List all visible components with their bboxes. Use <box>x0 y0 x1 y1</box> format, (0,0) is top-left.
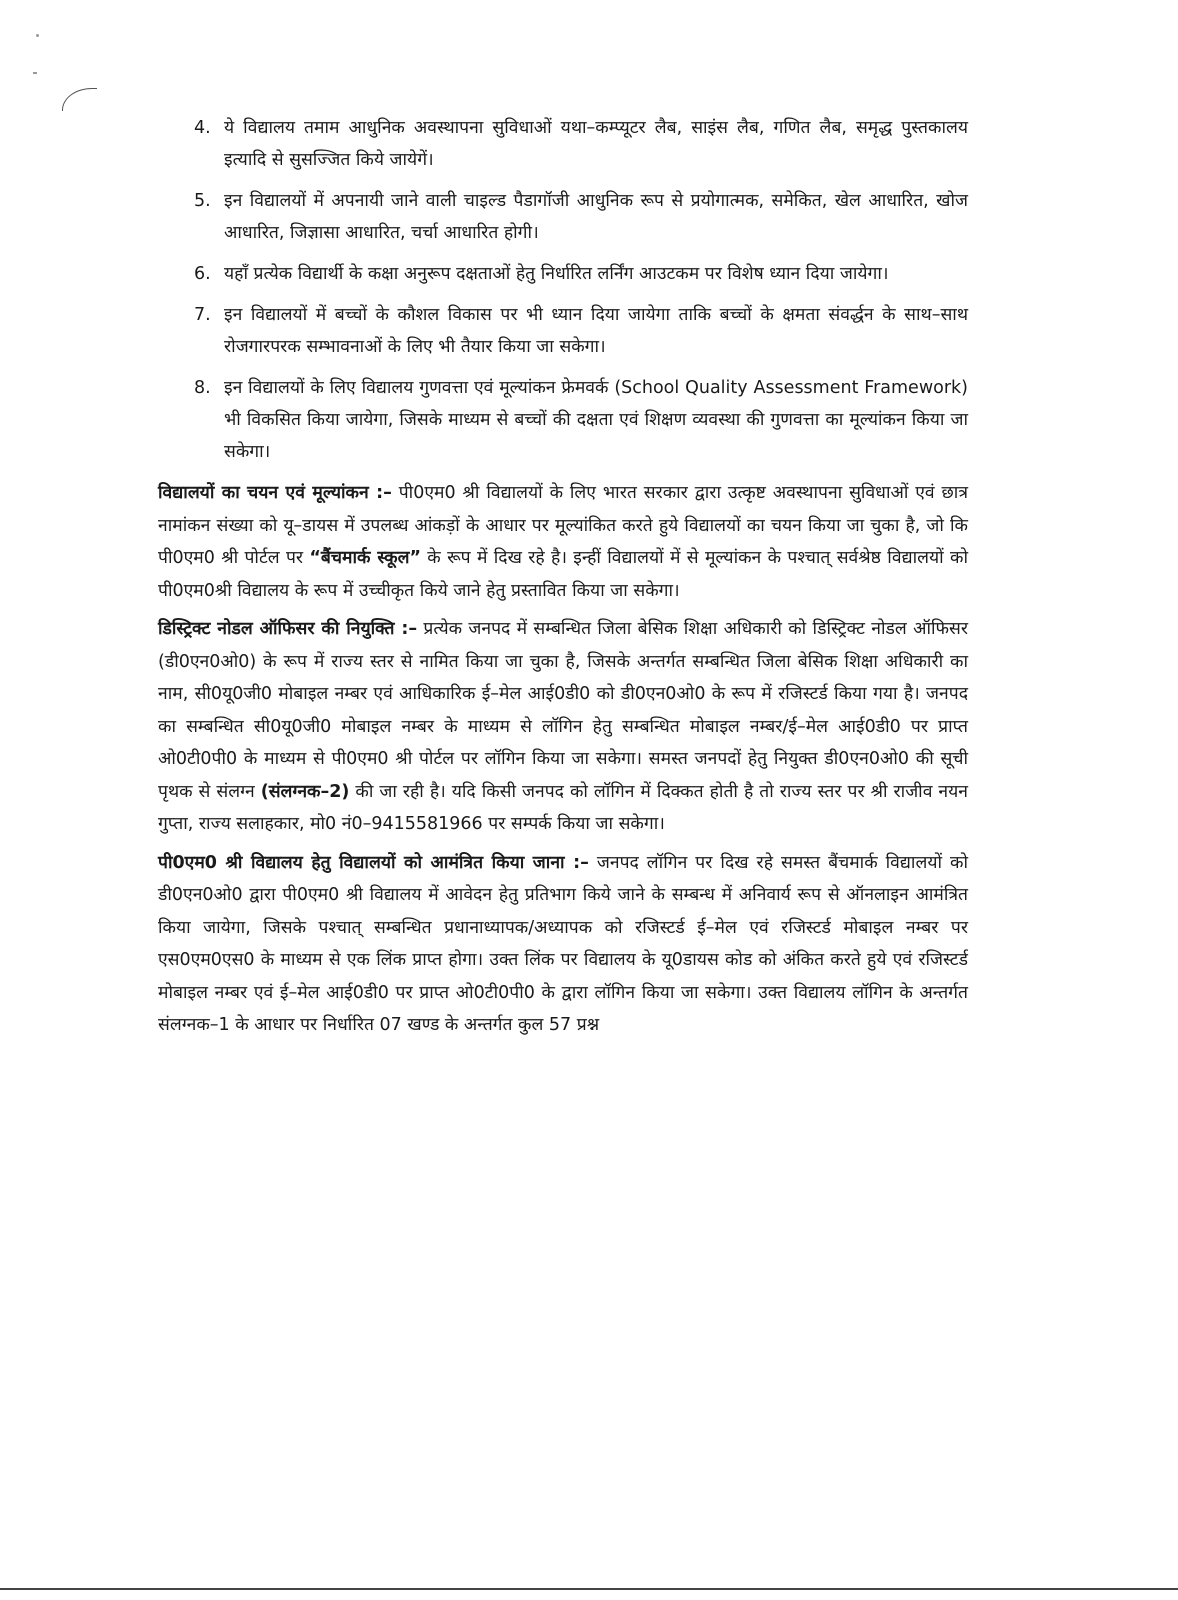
list-item <box>158 372 968 468</box>
section-heading: डिस्ट्रिक्ट नोडल ऑफिसर की नियुक्ति :– <box>158 619 418 639</box>
list-text: इन विद्यालयों में बच्चों के कौशल विकास पर भी ध्यान दिया जायेगा ताकि बच्चों के क्षमता संवर्द्धन के साथ–साथ रोजगारपरक सम्भावनाओं के लिए भी तैयार किया जा सकेगा। <box>224 305 968 357</box>
section-nodal-officer <box>158 613 968 841</box>
list-number: 6. <box>194 264 211 284</box>
section-text: प्रत्येक जनपद में सम्बन्धित जिला बेसिक शिक्षा अधिकारी को डिस्ट्रिक्ट नोडल ऑफिसर (डी0एन0ओ0) के रूप में राज्य स्तर से नामित किया जा चुका है, जिसके अन्तर्गत सम्बन्धित जिला बेसिक शिक्षा अधिकारी का नाम, सी0यू0जी0 मोबाइल नम्बर एवं आधिकारिक ई–मेल आई0डी0 को डी0एन0ओ0 के रूप में रजिस्टर्ड किया गया है। जनपद का सम्बन्धित सी0यू0जी0 मोबाइल नम्बर के माध्यम से लॉगिन हेतु सम्बन्धित मोबाइल नम्बर/ई–मेल आई0डी0 पर प्राप्त ओ0टी0पी0 के माध्यम से पी0एम0 श्री पोर्टल पर लॉगिन किया जा सकेगा। समस्त जनपदों हेतु नियुक्त डी0एन0ओ0 की सूची पृथक से संलग्न <box>158 619 968 802</box>
section-school-invitation <box>158 847 968 1042</box>
list-number: 8. <box>194 378 211 398</box>
scan-corner-mark <box>62 88 97 111</box>
section-text: पी0एम0 श्री विद्यालयों के लिए भारत सरकार द्वारा उत्कृष्ट अवस्थापना सुविधाओं एवं छात्र नामांकन संख्या को यू–डायस में उपलब्ध आंकड़ों के आधार पर मूल्यांकित करते हुये विद्यालयों का चयन किया जा चुका है, जो कि पी0एम0 श्री पोर्टल पर <box>158 483 969 568</box>
scan-speck <box>33 72 37 74</box>
section-heading: विद्यालयों का चयन एवं मूल्यांकन :– <box>158 483 392 503</box>
bold-term: (संलग्नक–2) <box>260 781 350 802</box>
section-text: की जा रही है। यदि किसी जनपद को लॉगिन में दिक्कत होती है तो राज्य स्तर पर श्री राजीव नयन गुप्ता, राज्य सलाहकार, मो0 नं0–9415581966 पर सम्पर्क किया जा सकेगा। <box>158 781 969 834</box>
section-heading: पी0एम0 श्री विद्यालय हेतु विद्यालयों को आमंत्रित किया जाना :– <box>158 852 589 873</box>
list-number: 4. <box>194 118 211 138</box>
page-bottom-edge <box>0 1588 1178 1590</box>
list-item <box>158 299 968 363</box>
list-text: ये विद्यालय तमाम आधुनिक अवस्थापना सुविधाओं यथा–कम्प्यूटर लैब, साइंस लैब, गणित लैब, समृद्ध पुस्तकालय इत्यादि से सुसज्जित किये जायेगें। <box>224 118 968 170</box>
scan-speck <box>36 34 39 37</box>
section-school-selection <box>158 477 968 607</box>
section-text: जनपद लॉगिन पर दिख रहे समस्त बैंचमार्क विद्यालयों को डी0एन0ओ0 द्वारा पी0एम0 श्री विद्यालय में आवेदन हेतु प्रतिभाग किये जाने के सम्बन्ध में अनिवार्य रूप से ऑनलाइन आमंत्रित किया जायेगा, जिसके पश्चात् सम्बन्धित प्रधानाध्यापक/अध्यापक को रजिस्टर्ड ई–मेल एवं रजिस्टर्ड मोबाइल नम्बर पर एस0एम0एस0 के माध्यम से एक लिंक प्राप्त होगा। उक्त लिंक पर विद्यालय के यू0डायस कोड को अंकित करते हुये एवं रजिस्टर्ड मोबाइल नम्बर एवं ई–मेल आई0डी0 पर प्राप्त ओ0टी0पी0 के द्वारा लॉगिन किया जा सकेगा। उक्त विद्यालय लॉगिन के अन्तर्गत संलग्नक–1 के आधार पर निर्धारित 07 खण्ड के अन्तर्गत कुल 57 प्रश्न <box>158 852 968 1035</box>
list-item <box>158 185 968 249</box>
section-text: के रूप में दिख रहे है। इन्हीं विद्यालयों में से मूल्यांकन के पश्चात् सर्वश्रेष्ठ विद्यालयों को पी0एम0श्री विद्यालय के रूप में उच्चीकृत किये जाने हेतु प्रस्तावित किया जा सकेगा। <box>158 548 968 601</box>
document-body <box>158 112 968 1048</box>
list-number: 5. <box>194 191 211 211</box>
list-item <box>158 112 968 176</box>
bold-term: “बैंचमार्क स्कूल” <box>309 548 421 568</box>
list-item <box>158 258 968 290</box>
list-text: यहाँ प्रत्येक विद्यार्थी के कक्षा अनुरूप दक्षताओं हेतु निर्धारित लर्निंग आउटकम पर विशेष ध्यान दिया जायेगा। <box>224 264 889 284</box>
list-text: इन विद्यालयों में अपनायी जाने वाली चाइल्ड पैडागॉजी आधुनिक रूप से प्रयोगात्मक, समेकित, खेल आधारित, खोज आधारित, जिज्ञासा आधारित, चर्चा आधारित होगी। <box>224 191 968 243</box>
list-text: इन विद्यालयों के लिए विद्यालय गुणवत्ता एवं मूल्यांकन फ्रेमवर्क (School Quality Assessment Framework) भी विकसित किया जायेगा, जिसके माध्यम से बच्चों की दक्षता एवं शिक्षण व्यवस्था की गुणवत्ता का मूल्यांकन किया जा सकेगा। <box>224 378 968 462</box>
list-number: 7. <box>194 305 211 325</box>
